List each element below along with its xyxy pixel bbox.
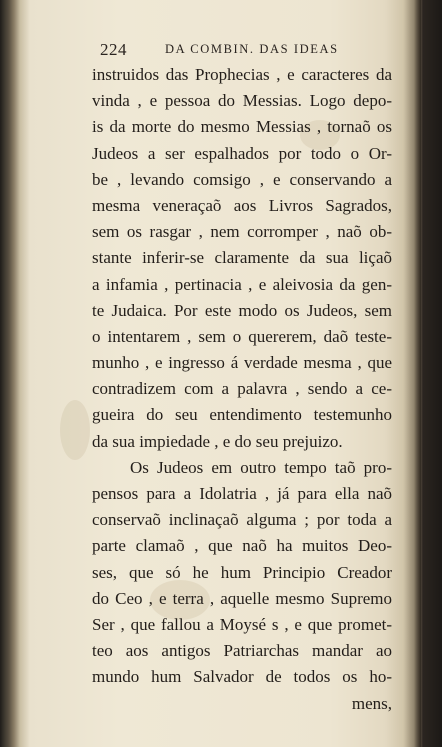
text-line: parte clamaõ , que naõ ha muitos Deo- (92, 536, 392, 556)
text-line: ses, que só he hum Principio Creador (92, 562, 392, 582)
text-line: Judeos a ser espalhados por todo o Or- (92, 143, 392, 163)
paper-stain (60, 400, 90, 460)
text-line: o intentarem , sem o quererem, daõ teste- (92, 326, 392, 346)
text-line: sem os rasgar , nem corromper , naõ ob- (92, 222, 392, 242)
body-text (92, 62, 392, 717)
text-line: stante inferir-se claramente da sua liçaõ (92, 248, 392, 268)
text-line: is da morte do mesmo Messias , tornaõ os (92, 117, 392, 137)
text-line: instruidos das Prophecias , e caracteres da (92, 65, 392, 84)
text-line: gueira do seu entendimento testemunho (92, 405, 392, 425)
text-line: te Judaica. Por este modo os Judeos, sem (92, 300, 392, 320)
page-gutter-shadow (403, 0, 421, 747)
text-line: teo aos antigos Patriarchas mandar ao (92, 641, 392, 661)
text-line: a infamia , pertinacia , e aleivosia da gen- (92, 274, 392, 294)
text-line: Ser , que fallou a Moysé s , e que promet- (92, 614, 392, 634)
text-line: mesma veneraçaõ aos Livros Sagrados, (92, 195, 392, 215)
page-header (100, 40, 370, 62)
text-line: mundo hum Salvador de todos os ho- (92, 667, 392, 687)
text-line: do Ceo , e terra , aquelle mesmo Supremo (92, 588, 392, 608)
paragraph-first-line: Os Judeos em outro tempo taõ pro- (130, 457, 392, 477)
text-line: be , levando comsigo , e conservando a (92, 169, 392, 189)
text-line: munho , e ingresso á verdade mesma , que (92, 353, 392, 373)
running-head: DA COMBIN. DAS IDEAS (165, 42, 339, 56)
text-line: vinda , e pessoa do Messias. Logo depo- (92, 91, 392, 111)
page-number: 224 (100, 40, 127, 59)
text-line: pensos para a Idolatria , já para ella naõ (92, 484, 392, 503)
text-line: da sua impiedade , e do seu prejuizo. (92, 431, 343, 451)
text-line: conservaõ inclinaçaõ alguma ; por toda a (92, 510, 392, 530)
text-line: contradizem com a palavra , sendo a ce- (92, 379, 392, 399)
catchword: mens, (351, 693, 392, 713)
